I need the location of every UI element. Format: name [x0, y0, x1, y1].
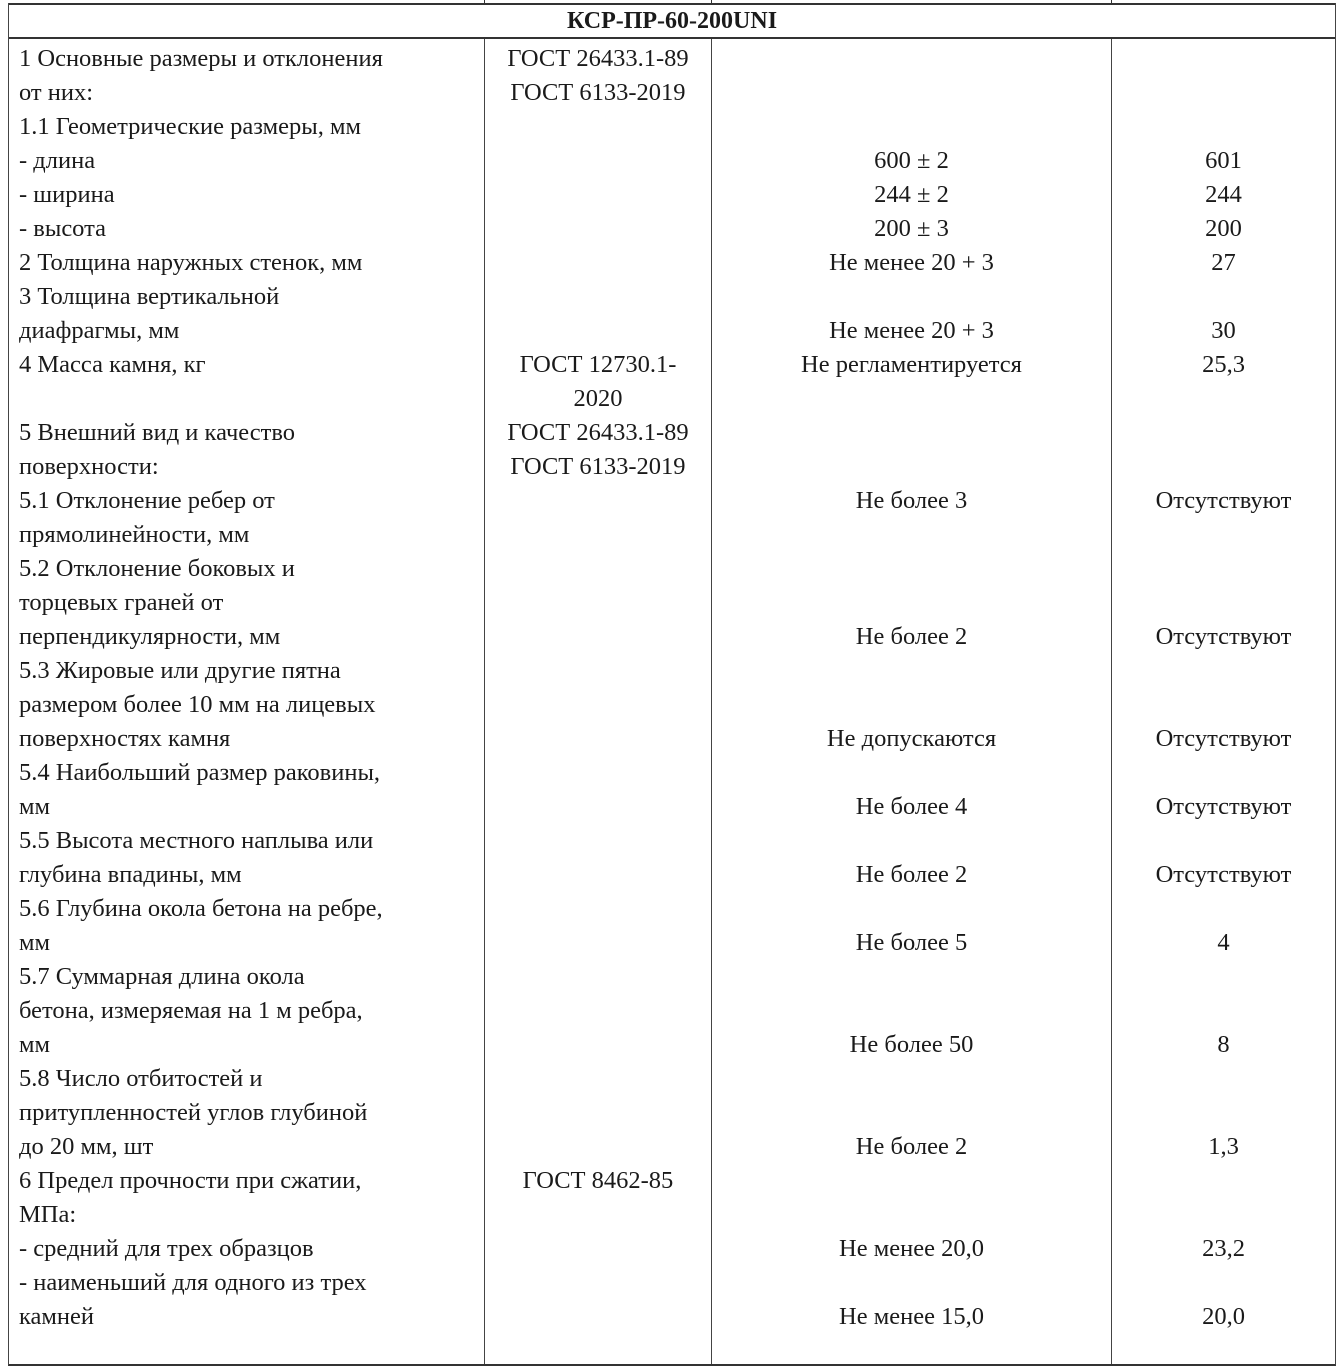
requirement-line — [712, 960, 1111, 994]
method-line — [485, 212, 711, 246]
value-line — [1112, 654, 1335, 688]
column-actual-value — [1112, 39, 1335, 1364]
parameter-line: 1 Основные размеры и отклонения — [19, 45, 383, 72]
method-line: ГОСТ 6133-2019 — [510, 453, 686, 480]
parameter-line: прямолинейности, мм — [19, 521, 250, 548]
parameter-line: - длина — [19, 147, 96, 174]
parameter-line: мм — [19, 793, 51, 820]
parameter-line: перпендикулярности, мм — [19, 623, 281, 650]
parameter-line: мм — [19, 929, 51, 956]
parameter-line: 5.5 Высота местного наплыва или — [19, 827, 374, 854]
method-line — [485, 926, 711, 960]
requirement-line: Не более 5 — [855, 929, 968, 956]
requirement-line — [712, 518, 1111, 552]
requirement-line — [712, 824, 1111, 858]
requirement-line — [712, 552, 1111, 586]
method-line — [485, 246, 711, 280]
value-line: 23,2 — [1202, 1235, 1245, 1262]
value-line — [1112, 994, 1335, 1028]
value-line — [1112, 76, 1335, 110]
method-line — [485, 110, 711, 144]
value-line: Отсутствуют — [1155, 725, 1292, 752]
parameter-line: 4 Масса камня, кг — [19, 351, 206, 378]
parameter-line: 5.6 Глубина окола бетона на ребре, — [19, 895, 383, 922]
requirement-line: Не более 4 — [855, 793, 968, 820]
requirement-line — [712, 76, 1111, 110]
method-line — [485, 1266, 711, 1300]
parameter-line: МПа: — [19, 1201, 77, 1228]
parameter-line: диафрагмы, мм — [19, 317, 180, 344]
value-line: 601 — [1205, 147, 1242, 174]
parameter-line: 5.3 Жировые или другие пятна — [19, 657, 341, 684]
parameter-line: 5.7 Суммарная длина окола — [19, 963, 305, 990]
method-line — [485, 654, 711, 688]
value-line — [1112, 960, 1335, 994]
column-parameter — [9, 39, 485, 1364]
method-line — [485, 280, 711, 314]
requirement-line: Не более 2 — [855, 861, 968, 888]
value-line — [1112, 1062, 1335, 1096]
value-line: 4 — [1217, 929, 1230, 956]
table-title: КСР-ПР-60-200UNI — [9, 3, 1335, 39]
requirement-line: Не менее 15,0 — [839, 1303, 984, 1330]
value-line: 30 — [1211, 317, 1236, 344]
method-line: ГОСТ 26433.1-89 — [507, 419, 689, 446]
requirement-line: 244 ± 2 — [874, 181, 949, 208]
requirement-line — [712, 1198, 1111, 1232]
requirement-line — [712, 450, 1111, 484]
requirement-line: Не регламентируется — [801, 351, 1022, 378]
requirement-line — [712, 994, 1111, 1028]
parameter-line: бетона, измеряемая на 1 м ребра, — [19, 997, 363, 1024]
requirement-line — [712, 654, 1111, 688]
parameter-line: до 20 мм, шт — [19, 1133, 154, 1160]
parameter-line: от них: — [19, 79, 94, 106]
value-line — [1112, 756, 1335, 790]
parameter-line: - ширина — [19, 181, 115, 208]
method-line — [485, 314, 711, 348]
value-line — [1112, 552, 1335, 586]
requirement-line — [712, 1164, 1111, 1198]
parameter-line: глубина впадины, мм — [19, 861, 242, 888]
method-line — [485, 586, 711, 620]
value-line — [1112, 824, 1335, 858]
parameter-line: 3 Толщина вертикальной — [19, 283, 280, 310]
value-line: 25,3 — [1202, 351, 1245, 378]
method-line: ГОСТ 8462-85 — [522, 1167, 674, 1194]
value-line — [1112, 688, 1335, 722]
parameter-line: 5.4 Наибольший размер раковины, — [19, 759, 381, 786]
value-line: 244 — [1205, 181, 1242, 208]
method-line — [485, 1232, 711, 1266]
method-line — [485, 144, 711, 178]
value-line: 200 — [1205, 215, 1242, 242]
method-line — [485, 858, 711, 892]
method-line — [485, 1028, 711, 1062]
parameter-line: притупленностей углов глубиной — [19, 1099, 368, 1126]
value-line: 1,3 — [1208, 1133, 1239, 1160]
method-line — [485, 552, 711, 586]
value-line — [1112, 1266, 1335, 1300]
value-line — [1112, 518, 1335, 552]
parameter-line: мм — [19, 1031, 51, 1058]
value-line — [1112, 42, 1335, 76]
parameter-line: торцевых граней от — [19, 589, 224, 616]
value-line — [1112, 1164, 1335, 1198]
parameter-line: - высота — [19, 215, 106, 242]
value-line — [1112, 110, 1335, 144]
requirement-line — [712, 110, 1111, 144]
method-line — [485, 994, 711, 1028]
method-line — [485, 178, 711, 212]
method-line: ГОСТ 12730.1- — [519, 351, 677, 378]
value-line: 20,0 — [1202, 1303, 1245, 1330]
method-line — [485, 1130, 711, 1164]
parameter-line: - наименьший для одного из трех — [19, 1269, 367, 1296]
requirement-line: Не более 2 — [855, 623, 968, 650]
requirement-line — [712, 382, 1111, 416]
value-line: Отсутствуют — [1155, 861, 1292, 888]
parameter-line: 6 Предел прочности при сжатии, — [19, 1167, 362, 1194]
value-line: 8 — [1217, 1031, 1230, 1058]
method-line — [485, 722, 711, 756]
parameter-line: - средний для трех образцов — [19, 1235, 314, 1262]
method-line: 2020 — [573, 385, 623, 412]
requirement-line: Не менее 20,0 — [839, 1235, 984, 1262]
method-line — [485, 790, 711, 824]
parameter-line: 5.8 Число отбитостей и — [19, 1065, 263, 1092]
value-line — [1112, 382, 1335, 416]
requirement-line — [712, 1062, 1111, 1096]
parameter-line: 2 Толщина наружных стенок, мм — [19, 249, 363, 276]
column-requirement — [712, 39, 1112, 1364]
method-line — [485, 960, 711, 994]
method-line: ГОСТ 26433.1-89 — [507, 45, 689, 72]
method-line — [485, 756, 711, 790]
parameter-line: 1.1 Геометрические размеры, мм — [19, 113, 361, 140]
parameter-line: 5.1 Отклонение ребер от — [19, 487, 275, 514]
method-line — [485, 620, 711, 654]
method-line — [485, 1198, 711, 1232]
requirement-line — [712, 416, 1111, 450]
method-line — [485, 1096, 711, 1130]
column-test-method — [485, 39, 712, 1364]
parameter-line: поверхностях камня — [19, 725, 231, 752]
method-line — [485, 484, 711, 518]
requirement-line: Не допускаются — [826, 725, 997, 752]
requirement-line — [712, 892, 1111, 926]
parameter-line: поверхности: — [19, 453, 159, 480]
parameter-line: камней — [19, 1303, 95, 1330]
method-line: ГОСТ 6133-2019 — [510, 79, 686, 106]
method-line — [485, 824, 711, 858]
value-line: 27 — [1211, 249, 1236, 276]
value-line — [1112, 1198, 1335, 1232]
requirement-line — [712, 280, 1111, 314]
requirement-line: Не более 2 — [855, 1133, 968, 1160]
requirement-line: 200 ± 3 — [874, 215, 949, 242]
method-line — [485, 1062, 711, 1096]
requirement-line — [712, 42, 1111, 76]
method-line — [485, 518, 711, 552]
requirement-line: Не менее 20 + 3 — [829, 317, 994, 344]
requirement-line — [712, 688, 1111, 722]
method-line — [485, 892, 711, 926]
value-line — [1112, 892, 1335, 926]
method-line — [485, 688, 711, 722]
value-line — [1112, 450, 1335, 484]
requirement-line — [712, 756, 1111, 790]
value-line — [1112, 280, 1335, 314]
value-line — [1112, 416, 1335, 450]
value-line: Отсутствуют — [1155, 793, 1292, 820]
parameter-line: размером более 10 мм на лицевых — [19, 691, 376, 718]
value-line — [1112, 1096, 1335, 1130]
parameter-line: 5.2 Отклонение боковых и — [19, 555, 295, 582]
requirement-line: Не более 3 — [855, 487, 968, 514]
spec-table — [8, 3, 1336, 1366]
parameter-line — [19, 382, 484, 416]
requirement-line: Не более 50 — [849, 1031, 974, 1058]
requirement-line — [712, 1266, 1111, 1300]
requirement-line: Не менее 20 + 3 — [829, 249, 994, 276]
requirement-line — [712, 586, 1111, 620]
method-line — [485, 1300, 711, 1334]
value-line: Отсутствуют — [1155, 487, 1292, 514]
value-line — [1112, 586, 1335, 620]
value-line: Отсутствуют — [1155, 623, 1292, 650]
requirement-line — [712, 1096, 1111, 1130]
parameter-line: 5 Внешний вид и качество — [19, 419, 295, 446]
requirement-line: 600 ± 2 — [874, 147, 949, 174]
